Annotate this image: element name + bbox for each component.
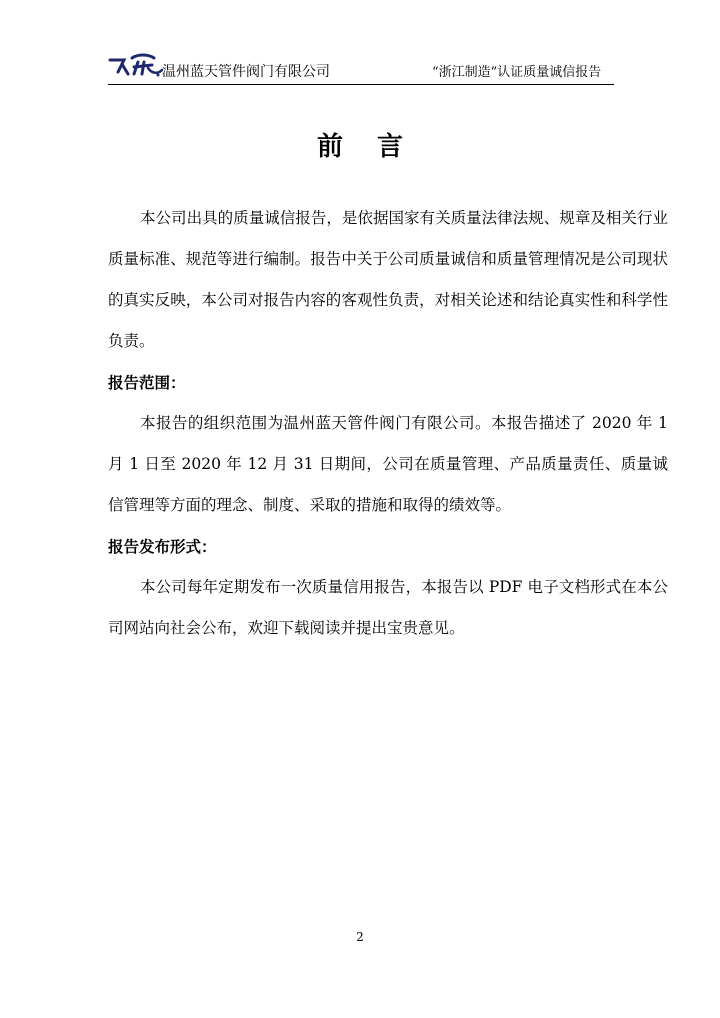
scope-heading: 报告范围：	[108, 373, 186, 392]
page-header	[108, 50, 614, 84]
report-title: “浙江制造”认证质量诚信报告	[432, 65, 602, 80]
page-title: 前言	[316, 132, 437, 162]
scope-paragraph: 本报告的组织范围为温州蓝天管件阀门有限公司。本报告描述了 2020 年 1 月 1 日至 2020 年 12 月 31 日期间，公司在质量管理、产品质量责任、质量诚信管理等方面的理念、制度、采取的措施和取得的绩效等。	[108, 414, 668, 514]
publish-heading: 报告发布形式：	[108, 537, 217, 556]
intro-paragraph: 本公司出具的质量诚信报告，是依据国家有关质量法律法规、规章及相关行业质量标准、规范等进行编制。报告中关于公司质量诚信和质量管理情况是公司现状的真实反映，本公司对报告内容的客观性负责，对相关论述和结论真实性和科学性负责。	[108, 209, 668, 350]
page-number: 2	[356, 930, 364, 944]
company-logo	[108, 52, 166, 78]
header-divider	[108, 84, 614, 85]
report-body	[108, 198, 668, 649]
company-name: 温州蓝天管件阀门有限公司	[162, 64, 330, 80]
publish-paragraph: 本公司每年定期发布一次质量信用报告，本报告以 PDF 电子文档形式在本公司网站向社会公布，欢迎下载阅读并提出宝贵意见。	[108, 578, 668, 637]
